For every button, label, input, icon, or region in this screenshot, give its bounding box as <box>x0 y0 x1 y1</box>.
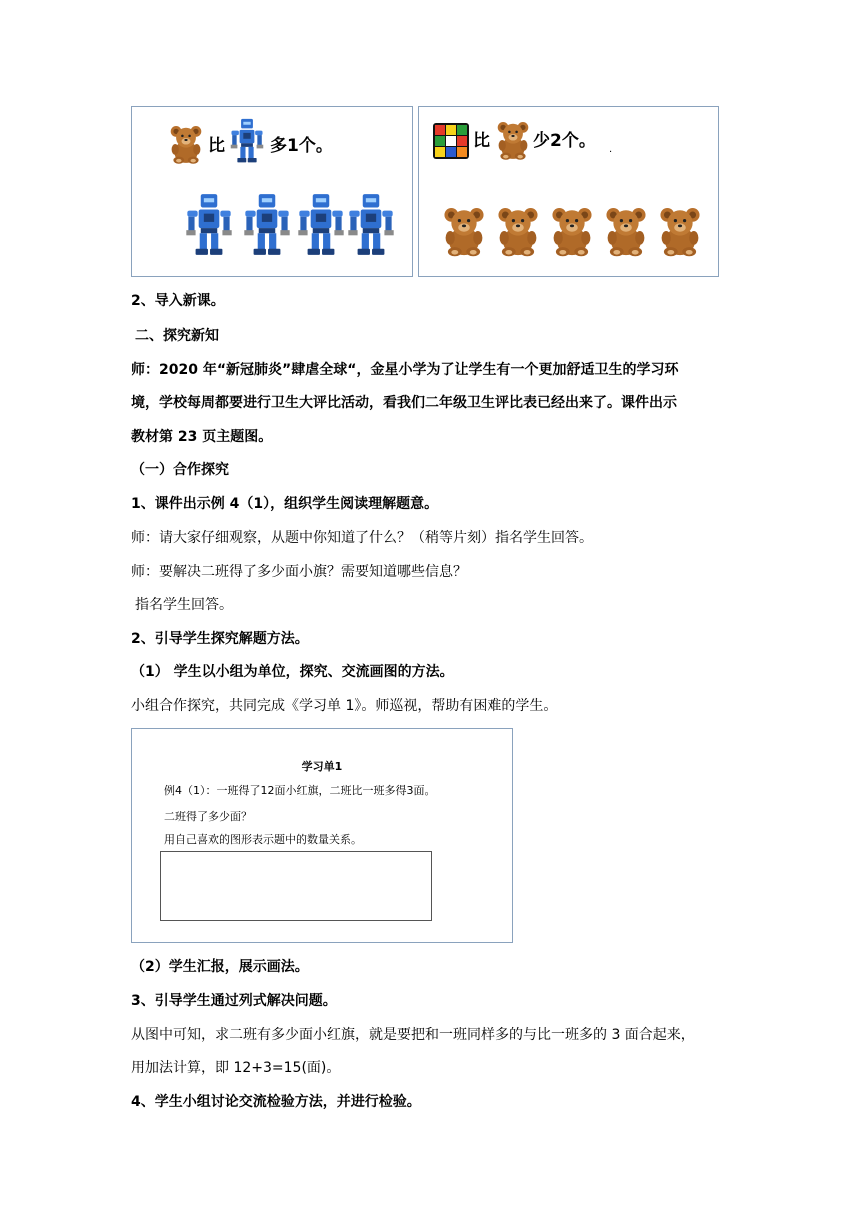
compare-suffix: 多1个。 <box>270 136 333 156</box>
bear-icon <box>441 203 487 259</box>
bear-icon <box>603 203 649 259</box>
robot-icon <box>230 117 264 165</box>
paragraph-line: 用加法计算，即 12+3=15(面)。 <box>131 1060 341 1076</box>
step-line: （1） 学生以小组为单位，探究、交流画图的方法。 <box>131 664 454 680</box>
rubiks-cube-icon <box>433 123 469 159</box>
stray-dot: . <box>609 144 613 155</box>
bear-icon <box>495 119 531 161</box>
paragraph-line: 师：要解决二班得了多少面小旗？需要知道哪些信息？ <box>131 564 467 580</box>
paragraph-line: 师：请大家仔细观察，从题中你知道了什么？（稍等片刻）指名学生回答。 <box>131 530 593 546</box>
subsection-heading: （一）合作探究 <box>131 462 229 478</box>
robot-icon <box>296 192 346 258</box>
section-line: 2、导入新课。 <box>131 293 225 309</box>
bear-icon <box>657 203 703 259</box>
step-line: （2）学生汇报，展示画法。 <box>131 959 309 975</box>
bear-icon <box>495 203 541 259</box>
step-line: 4、学生小组讨论交流检验方法，并进行检验。 <box>131 1094 421 1110</box>
robot-icon <box>346 192 396 258</box>
compare-word: 比 <box>473 131 490 151</box>
robot-icon <box>242 192 292 258</box>
section-heading: 二、探究新知 <box>135 328 219 344</box>
paragraph-line: 指名学生回答。 <box>135 597 233 613</box>
paragraph-line: 境，学校每周都要进行卫生大评比活动，看我们二年级卫生评比表已经出来了。课件出示 <box>131 395 677 411</box>
bear-icon <box>168 124 204 164</box>
drawing-box <box>160 851 432 921</box>
worksheet-line: 用自己喜欢的图形表示题中的数量关系。 <box>164 833 362 846</box>
step-line: 3、引导学生通过列式解决问题。 <box>131 993 337 1009</box>
paragraph-line: 教材第 23 页主题图。 <box>131 429 273 445</box>
compare-word: 比 <box>208 136 225 156</box>
step-line: 2、引导学生探究解题方法。 <box>131 631 309 647</box>
worksheet-title: 学习单1 <box>301 760 343 773</box>
compare-suffix: 少2个。 <box>533 131 596 151</box>
paragraph-line: 师：2020 年“新冠肺炎”肆虐全球“，金星小学为了让学生有一个更加舒适卫生的学习环 <box>131 362 679 378</box>
worksheet-line: 例4（1）：一班得了12面小红旗，二班比一班多得3面。 <box>164 784 436 797</box>
worksheet-line: 二班得了多少面？ <box>164 810 252 823</box>
step-line: 1、课件出示例 4（1），组织学生阅读理解题意。 <box>131 496 439 512</box>
paragraph-line: 从图中可知，求二班有多少面小红旗，就是要把和一班同样多的与比一班多的 3 面合起来， <box>131 1027 695 1043</box>
robot-icon <box>184 192 234 258</box>
bear-icon <box>549 203 595 259</box>
comparison-panel-right <box>418 106 719 277</box>
comparison-panel-left <box>131 106 413 277</box>
worksheet-image <box>131 728 513 943</box>
paragraph-line: 小组合作探究，共同完成《学习单 1》。师巡视，帮助有困难的学生。 <box>131 698 558 714</box>
